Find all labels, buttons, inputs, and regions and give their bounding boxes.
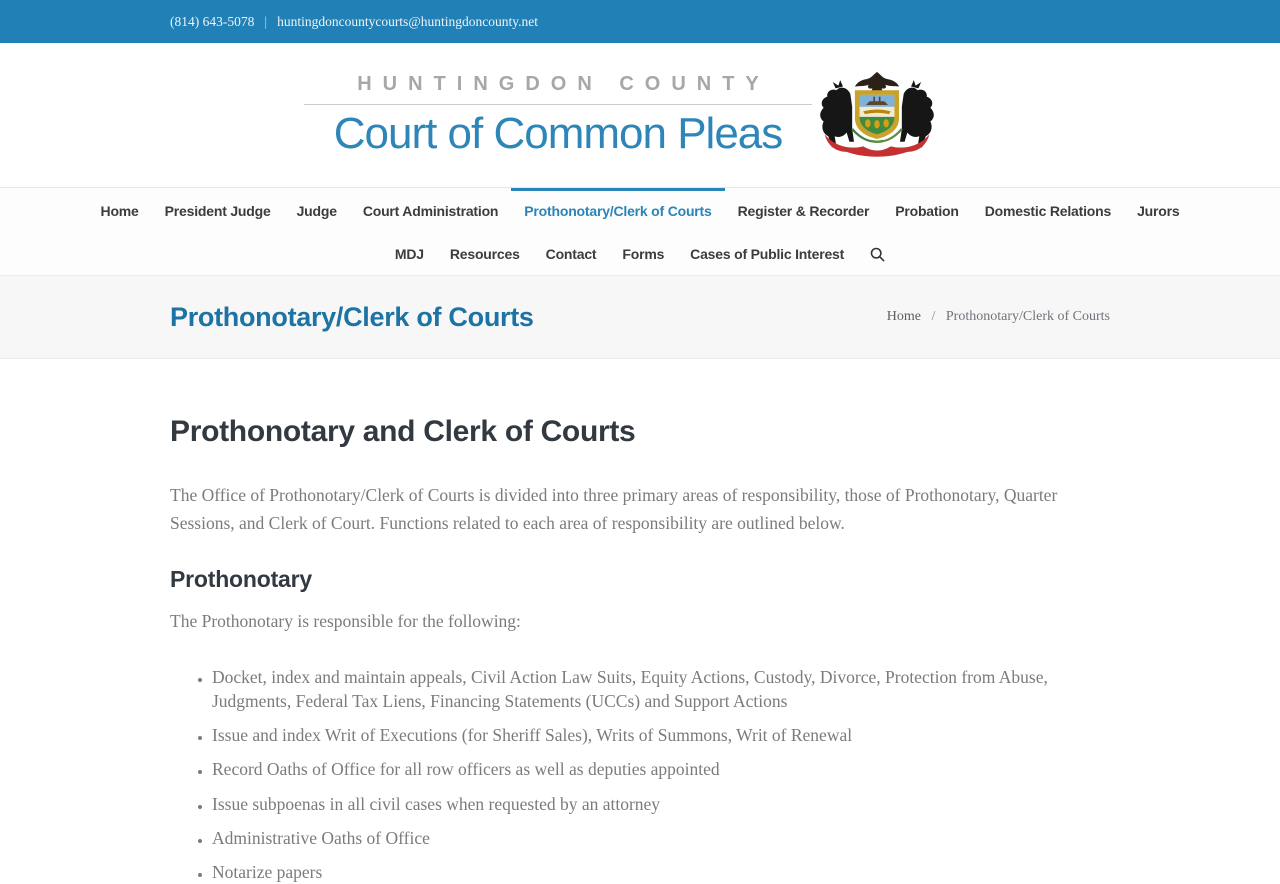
email-link[interactable]: huntingdoncountycourts@huntingdoncounty.net xyxy=(277,13,538,29)
nav-item[interactable] xyxy=(350,188,511,233)
list-item: • Docket, index and maintain appeals, Civil Action Law Suits, Equity Actions, Custody, Divorce, Protection from Abuse, Judgments, Federal Tax Liens, Financing Statements (UCCs) and Support Actions xyxy=(212,665,1110,713)
logo-court-name: Court of Common Pleas xyxy=(333,109,783,158)
topbar-separator: | xyxy=(264,13,268,29)
logo-county-name: HUNTINGDON COUNTY xyxy=(357,73,770,95)
logo-divider-line xyxy=(304,104,813,105)
nav-link[interactable]: Home xyxy=(100,202,139,219)
nav-link[interactable]: MDJ xyxy=(394,246,424,262)
site-header xyxy=(0,43,1280,187)
nav-item[interactable] xyxy=(725,188,883,233)
page-title: Prothonotary/Clerk of Courts xyxy=(170,301,534,332)
search-icon xyxy=(870,247,885,262)
nav-item[interactable] xyxy=(533,233,610,275)
nav-row-primary xyxy=(0,188,1280,233)
section-intro: The Prothonotary is responsible for the following: xyxy=(170,610,521,631)
nav-link[interactable]: Cases of Public Interest xyxy=(690,246,845,262)
nav-item[interactable] xyxy=(284,188,350,233)
responsibilities-list xyxy=(170,665,1110,884)
list-item: • Administrative Oaths of Office xyxy=(212,826,1110,850)
nav-link[interactable]: Contact xyxy=(545,246,597,262)
nav-item[interactable] xyxy=(1124,188,1192,233)
phone-number: (814) 643-5078 xyxy=(170,13,255,29)
nav-item[interactable] xyxy=(152,188,284,233)
nav-item[interactable] xyxy=(88,188,152,233)
nav-row-secondary xyxy=(382,233,857,275)
nav-link[interactable]: Probation xyxy=(895,202,959,219)
site-logo[interactable] xyxy=(334,73,783,159)
breadcrumb-home-link[interactable]: Home xyxy=(886,309,921,324)
nav-link[interactable]: Jurors xyxy=(1137,202,1180,219)
nav-link[interactable]: Domestic Relations xyxy=(984,202,1112,219)
section-heading-prothonotary: Prothonotary xyxy=(170,565,312,592)
pennsylvania-coat-of-arms-icon xyxy=(808,69,946,163)
breadcrumb-current: Prothonotary/Clerk of Courts xyxy=(945,309,1110,324)
nav-item[interactable] xyxy=(511,188,724,233)
breadcrumb xyxy=(887,309,1110,325)
nav-link[interactable]: Judge xyxy=(296,202,337,219)
nav-item[interactable] xyxy=(382,233,437,275)
nav-item[interactable] xyxy=(677,233,857,275)
intro-paragraph: The Office of Prothonotary/Clerk of Courts is divided into three primary areas of responsibility, those of Prothonotary, Quarter Sessions, and Clerk of Court. Functions related to each area of responsibility are outlined below. xyxy=(170,485,1058,534)
nav-link[interactable]: Court Administration xyxy=(362,202,499,219)
search-button[interactable] xyxy=(857,233,898,275)
nav-item[interactable] xyxy=(882,188,972,233)
top-contact-bar xyxy=(0,0,1280,43)
nav-link[interactable]: Forms xyxy=(622,246,665,262)
nav-item[interactable] xyxy=(972,188,1124,233)
nav-item[interactable] xyxy=(437,233,533,275)
nav-item[interactable] xyxy=(609,233,677,275)
list-item: • Record Oaths of Office for all row officers as well as deputies appointed xyxy=(212,757,1110,781)
main-navigation xyxy=(0,187,1280,275)
main-content xyxy=(170,359,1110,884)
nav-link[interactable]: Prothonotary/Clerk of Courts xyxy=(524,202,712,219)
breadcrumb-separator: / xyxy=(931,309,936,324)
list-item: • Issue and index Writ of Executions (for Sheriff Sales), Writs of Summons, Writ of Renewal xyxy=(212,723,1110,747)
content-heading: Prothonotary and Clerk of Courts xyxy=(170,415,636,448)
list-item: • Notarize papers xyxy=(212,860,1110,884)
list-item: • Issue subpoenas in all civil cases when requested by an attorney xyxy=(212,792,1110,816)
page-title-bar xyxy=(0,275,1280,359)
nav-link[interactable]: President Judge xyxy=(164,202,271,219)
nav-link[interactable]: Register & Recorder xyxy=(737,202,870,219)
nav-link[interactable]: Resources xyxy=(449,246,520,262)
